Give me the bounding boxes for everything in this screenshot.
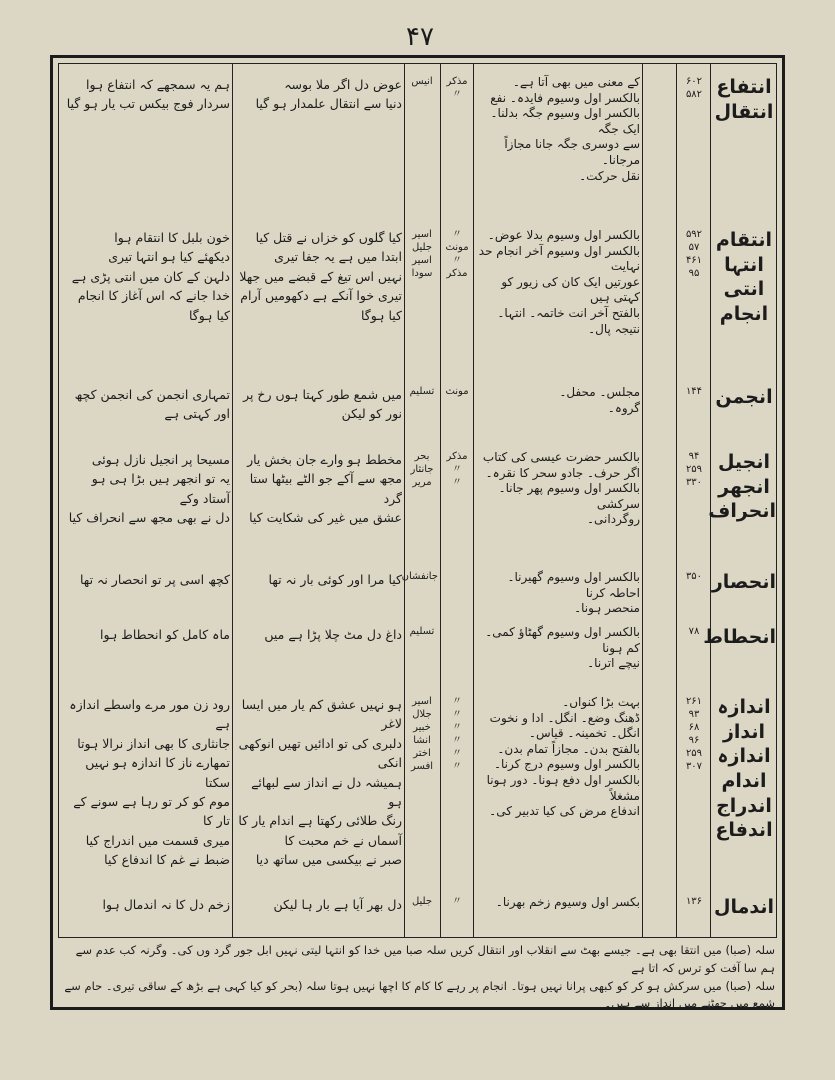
entry-poet: تسلیم (409, 386, 435, 397)
column-divider (404, 63, 405, 938)
entry-poet: تسلیم (409, 626, 435, 637)
entry-gender (442, 570, 472, 624)
entry-poet: اسیر جلال خبیر انشا اختر افسر (411, 696, 433, 772)
entry-verse2: تمہاری انجمن کی انجمن کچھ اور کہتی ہے (74, 387, 230, 422)
entry-gender (442, 625, 472, 693)
entry-meaning: بالکسر حضرت عیسی کی کتاب اگر حرف۔ جادو سحر کا نقرہ۔ بالکسر اول وسیوم پھر جانا۔ سرکشی روگردانی۔ (482, 450, 640, 527)
entry-word: اندازہ انداز اندازہ اندام اندراج اندفاع (715, 696, 773, 842)
column-divider (642, 63, 643, 938)
entry-poet: انیس (411, 76, 433, 87)
entry-verse1: عوض دل اگر ملا بوسہ دنیا سے انتقال علمدار ہو گیا (255, 77, 402, 112)
entry-word: انتفاع انتقال (714, 76, 774, 123)
entry-word: انحصار (711, 571, 776, 593)
entry-poet: جلیل (411, 896, 433, 907)
entry-poet: اسیر جلیل اسیر سودا (411, 229, 433, 279)
entry-verse1: دل بھر آیا ہے بار ہا لیکن (273, 897, 402, 912)
entry-num: ۵۹۲ ۵۷ ۴۶۱ ۹۵ (685, 229, 703, 279)
entry-gender: مونث (445, 386, 469, 397)
entry-verse2: ماہ کامل کو انحطاط ہوا (100, 627, 230, 642)
entry-num: ۳۵۰ (685, 571, 703, 582)
page-number: ۴۷ (406, 22, 434, 52)
column-divider (232, 63, 233, 938)
entry-num: ۶۰۲ ۵۸۲ (685, 76, 703, 100)
entry-num: ۹۴ ۲۵۹ ۳۳۰ (685, 451, 703, 488)
footnotes (60, 942, 775, 1011)
entry-verse1: کیا مرا اور کوئی بار نہ تھا (268, 572, 402, 587)
entry-num: ۱۴۴ (685, 386, 703, 397)
entry-poet: بحر جانثار مریر (410, 451, 434, 488)
entry-num: ۷۸ (688, 626, 700, 637)
column-divider (440, 63, 441, 938)
entry-word: انجمن (715, 386, 773, 408)
entry-word: انجیل انجھر انحراف (708, 451, 776, 523)
entry-gender: 〃 مونث 〃 مذکر (445, 229, 469, 279)
entry-verse2: ہم یہ سمجھے کہ انتفاع ہوا سردار فوج بیکس تب یار ہو گیا (66, 77, 230, 112)
entry-meaning: بہت بڑا کنواں۔ ڈھنگ وضع۔ انگل۔ ادا و نخوت انگل۔ تخمینہ۔ قیاس۔ بالفتح بدن۔ مجازاً تمام بدن۔ بالکسر اول وسیوم درج کرنا۔ بالکسر اول دفع ہونا۔ دور ہونا مشغلاً اندفاع مرض کی کیا تدبیر کی۔ (486, 695, 640, 819)
entry-meaning: بالکسر اول وسیوم بدلا عوض۔ بالکسر اول وسیوم آخر انجام حد نہایت عورتیں ایک کان کی زیور کو کہتی ہیں بالفتح آخر انت خاتمہ۔ انتہا۔ نتیجہ پال۔ (478, 228, 640, 336)
entry-verse1: کیا گلوں کو خزاں نے قتل کیا ابتدا میں ہے یہ جفا تیری نہیں اس تیغ کے قبضے میں جھلا تیری خوا آنکے ہے دکھومیں آرام کیا ہوگا (239, 230, 402, 323)
entry-gender: 〃 〃 〃 〃 〃 〃 (452, 696, 462, 772)
entry-verse1: داغ دل مٹ چلا پڑا ہے میں (264, 627, 402, 642)
entry-num: ۲۶۱ ۹۳ ۶۸ ۹۶ ۲۵۹ ۳۰۷ (685, 696, 703, 772)
footnote-line: سلہ (صبا) میں انتقا بھی ہے۔ جیسے بھٹ سے انقلاب اور انتقال کریں سلہ صبا میں خدا کو انتہا لیتی نہیں ابل جور گرد وں کی۔ وگرنہ کب عدم سے ہم سا آفت کو ترس کہ اتا ہے (75, 943, 775, 975)
entry-poet: جانفشاں (401, 571, 438, 582)
entry-word: اندمال (713, 896, 774, 918)
entry-word: انحطاط (703, 626, 776, 648)
column-divider (473, 63, 474, 938)
entry-gender: 〃 (452, 896, 462, 907)
entry-meaning: بالکسر اول وسیوم گھیرنا۔ احاطہ کرنا منحصر ہونا۔ (507, 570, 640, 616)
entry-meaning: مجلس۔ محفل۔ گروہ۔ (559, 385, 640, 415)
entry-verse1: میں شمع طور کہتا ہوں رخ پر نور کو لیکن (243, 387, 402, 422)
footnote-line: سلہ (صبا) میں سرکش ہو کر کو کبھی پرانا نہیں ہوتا۔ انجام پر رہے کا کام کا اچھا نہیں ہوتا سلہ (بحر کو کیا کہی ہے بڑھ کے ساقی تیری۔ حام سے شمع میں جھٹنے میں انداز سے ہیں۔ (64, 978, 775, 1011)
entry-verse2: کچھ اسی پر تو انحصار نہ تھا (80, 572, 230, 587)
entry-meaning: بالکسر اول وسیوم گھٹاؤ کمی۔ کم ہونا نیچے اترنا۔ (485, 625, 640, 671)
entry-meaning: کے معنی میں بھی آتا ہے۔ بالکسر اول وسیوم فایدہ۔ نفع بالکسر اول وسیوم جگہ بدلنا۔ ایک جگہ سے دوسری جگہ جانا مجازاً مرجانا۔ نقل حرکت۔ (490, 75, 640, 183)
entry-num: ۱۳۶ (685, 896, 703, 907)
entry-gender: مذکر 〃 (446, 76, 468, 100)
entry-verse1: ہو نہیں عشق کم یار میں ایسا لاغر دلبری کی تو ادائیں تھیں انوکھی انکی ہمیشہ دل نے انداز سے لبھائے ہو رنگ طلائی رکھتا ہے اندام یار کا آسماں نے خم محبت کا صبر نے بیکسی میں ساتھ دیا (238, 697, 402, 867)
entry-word: انتقام انتہا انتی انجام (715, 229, 773, 326)
entry-verse2: رود زن مور مرے واسطے اندازہ ہے جانثاری کا بھی انداز نرالا ہوتا تمھارے ناز کا اندازہ ہو نہیں سکتا موم کو کر تو رہا ہے سونے کے تار کا میری قسمت میں اندراج کیا ضبط نے غم کا اندفاع کیا (69, 697, 230, 867)
entry-verse2: خون بلبل کا انتقام ہوا دیکھئے کیا ہو انتہا تیری دلہن کے کان میں انتی پڑی ہے خدا جانے کہ اس آغاز کا انجام کیا ہوگا (71, 230, 230, 323)
column-divider (676, 63, 677, 938)
entry-verse2: زخم دل کا نہ اندمال ہوا (102, 897, 230, 912)
entry-verse2: مسیحا پر انجیل نازل ہوئی یہ تو انجھر ہیں بڑا ہی ہو آستاد وکے دل نے بھی مجھ سے انحراف کیا (68, 452, 230, 526)
entry-gender: مذکر 〃 〃 (446, 451, 468, 488)
entry-meaning: بکسر اول وسیوم زخم بھرنا۔ (495, 895, 640, 909)
entry-verse1: مخطط ہو وارے جان بخش یار مجھ سے آکے جو الٹے بیٹھا ستا گرد عشق میں غیر کی شکایت کیا (247, 452, 402, 526)
